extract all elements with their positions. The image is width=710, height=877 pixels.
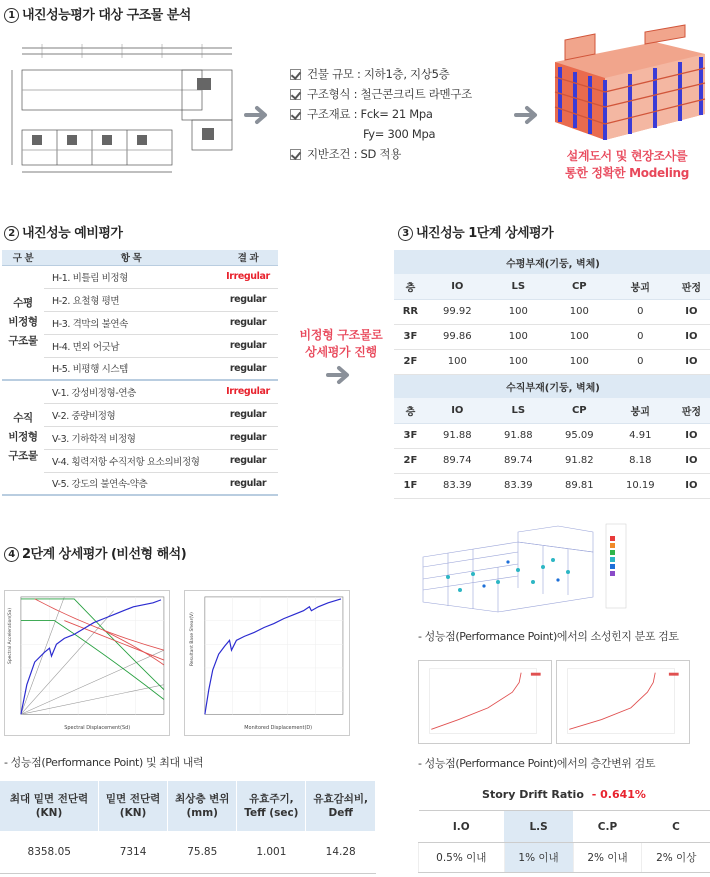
table-row: 1F 83.39 83.39 89.81 10.19 IO [394,473,710,498]
spec-ground: 지반조건 : SD 적용 [290,144,472,164]
pushover-curve-chart [184,590,350,736]
story-drift-chart-y [556,660,690,744]
table-row: H-3. 격막의 불연속 regular [2,311,278,334]
modeling-note: 설계도서 및 현장조사를 통한 정확한 Modeling [564,149,690,180]
drift-limit-table: I.O L.S C.P C 0.5% 이내 1% 이내 2% 이내 2% 이상 [418,810,710,873]
building-spec-list [290,64,472,164]
table-row: 수평 비정형 구조물 H-1. 비틀림 비정형 Irregular [2,265,278,288]
table-row: 수직 비정형 구조물 V-1. 강성비정형-연층 Irregular [2,380,278,403]
table-row: 2F 89.74 89.74 91.82 8.18 IO [394,448,710,473]
svg-text:Resultant Base Shear(V): Resultant Base Shear(V) [190,612,196,666]
arrow-right-icon [244,105,270,125]
section-4-title: 4 2단계 상세평가 (비선형 해석) [4,543,186,562]
table-row: 3F 91.88 91.88 95.09 4.91 IO [394,423,710,448]
section-1-title: 1 내진성능평가 대상 구조물 분석 [4,4,191,23]
table-row: H-5. 비평행 시스템 regular [2,357,278,380]
perf-point-caption: - 성능점(Performance Point) 및 최대 내력 [4,756,204,769]
table-row: V-3. 기하학적 비정형 regular [2,426,278,449]
plastic-hinge-model [418,522,598,614]
performance-result-table: 최대 밑면 전단력 (KN) 밑면 전단력 (KN) 최상층 변위 (mm) 유효주기, Teff (sec) 유효감쇠비, Deff 8358.05 7314 75.85 1.001 14.28 [0,781,376,874]
spec-structure: 구조형식 : 철근콘크리트 라멘구조 [290,84,472,104]
table-row: 3F 99.86 100 100 0 IO [394,324,710,349]
table-row: 8358.05 7314 75.85 1.001 14.28 [0,831,376,873]
hinge-caption: - 성능점(Performance Point)에서의 소성힌지 분포 검토 [418,630,679,643]
check-icon [290,89,301,100]
floor-plan-drawing [2,40,238,180]
group-horizontal: 수평 비정형 구조물 [2,265,44,380]
prelim-evaluation-table: 구 분 항 목 결 과 수평 비정형 구조물 H-1. 비틀림 비정형 Irregular H-2. 요철형 평면 regular H-3. 격막의 불연속 regular H-4. 면외 어긋남 regular H-5. 비평행 시스템 regular 수직 비정형 구조물 V-1. 강성비정형-연층 Irregular V-2. 중량비정형 regular V-3. 기하학적 비정형 regular V-4. 횡력저항 수직저항 요소의비정형 regular V-5. 강도의 불연속-약층 regular [2,250,278,496]
3d-structure-model [545,22,710,147]
prelim-note: 비정형 구조물로 상세평가 진행 [299,328,383,359]
detail1-table: 수평부재(기둥, 벽체) 층 IO LS CP 붕괴 판정 RR 99.92 100 100 0 IO 3F 99.86 100 100 0 IO 2F 100 100 100 0 IO 수직부재(기둥, 벽체) 층 IO LS CP 붕괴 판정 3F 91.88 91.88 95.09 4.91 IO 2F 89.74 89.74 91.82 8.18 IO 1F 83.39 83.39 89.81 10.19 IO [394,250,710,499]
capacity-spectrum-chart [4,590,170,736]
check-icon [290,69,301,80]
svg-text:Spectral Displacement(Sd): Spectral Displacement(Sd) [64,725,131,732]
color-legend [604,522,630,610]
arrow-right-icon [514,105,540,125]
svg-text:Monitored Displacement(D): Monitored Displacement(D) [244,725,313,732]
table-row: V-2. 중량비정형 regular [2,403,278,426]
svg-text:Spectral Acceleration(Sa): Spectral Acceleration(Sa) [8,607,14,664]
arrow-right-icon [326,365,352,385]
spec-material-fy: Fy= 300 Mpa [363,127,436,141]
table-row: V-4. 횡력저항 수직저항 요소의비정형 regular [2,449,278,472]
table-row: H-2. 요철형 평면 regular [2,288,278,311]
table-row: 2F 100 100 100 0 IO [394,349,710,374]
spec-material: 구조재료 : Fck= 21 Mpa [290,104,472,124]
section-3-title: 3 내진성능 1단계 상세평가 [398,222,553,241]
drift-caption: - 성능점(Performance Point)에서의 층간변위 검토 [418,757,656,770]
table-row: 0.5% 이내 1% 이내 2% 이내 2% 이상 [419,843,710,873]
table-row: RR 99.92 100 100 0 IO [394,299,710,324]
drift-title: Story Drift Ratio - 0.641% [482,788,646,801]
story-drift-chart-x [418,660,552,744]
table-row: H-4. 면외 어긋남 regular [2,334,278,357]
table-row: V-5. 강도의 불연속-약층 regular [2,472,278,495]
check-icon [290,109,301,120]
spec-scale: 건물 규모 : 지하1층, 지상5층 [290,64,472,84]
section-2-title: 2 내진성능 예비평가 [4,222,123,241]
group-vertical: 수직 비정형 구조물 [2,380,44,495]
check-icon [290,149,301,160]
